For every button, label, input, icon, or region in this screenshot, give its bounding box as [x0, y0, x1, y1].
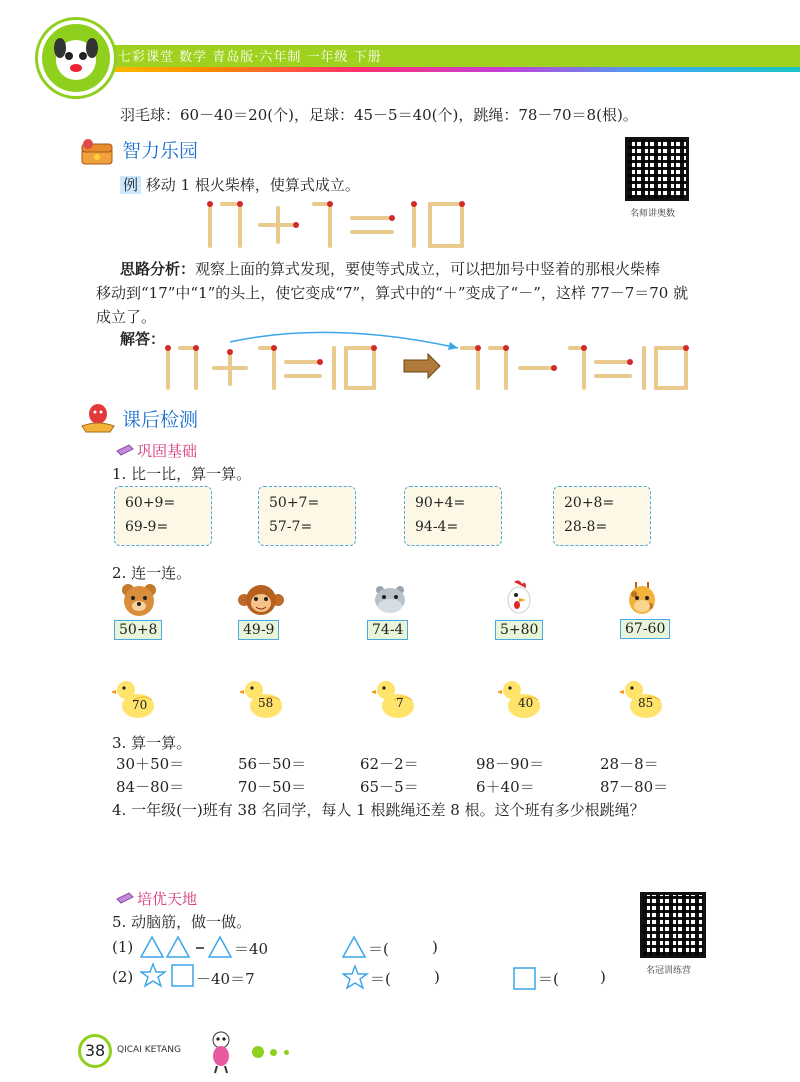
triangle-icon	[342, 934, 368, 960]
q2-expr-5[interactable]: 67-60	[620, 619, 670, 639]
analysis-line-2: 移动到“17”中“1”的头上，使它变成“7”，算式中的“＋”变成了“－”，这样 77－7＝70 就	[96, 284, 689, 302]
book-icon	[115, 889, 135, 909]
duck-icon[interactable]	[240, 676, 286, 722]
section-kehou-title: 课后检测	[122, 409, 199, 431]
analysis-label: 思路分析：	[120, 260, 196, 278]
q3-r2-c3: 65－5＝	[360, 778, 419, 796]
q1-title: 1. 比一比，算一算。	[112, 465, 252, 483]
q1-box-2-line-1: 50+7=	[269, 495, 320, 511]
triangle-icon	[167, 937, 189, 957]
example-line	[120, 174, 360, 195]
qr-code-icon[interactable]	[625, 137, 689, 201]
header-rainbow	[60, 67, 800, 72]
star-icon	[342, 964, 370, 992]
analysis-line-3: 成立了。	[96, 308, 157, 326]
qr-caption-1: 名师讲奥数	[630, 209, 676, 219]
example-text: 移动 1 根火柴棒，使算式成立。	[145, 176, 360, 194]
q5-p2-label: (2)	[112, 968, 134, 986]
star-icon	[141, 964, 165, 986]
triangle-icon	[141, 937, 163, 957]
mascot-logo-icon	[38, 20, 114, 96]
q5-p2-square-close: )	[600, 968, 606, 986]
matchstick-equation-problem	[200, 200, 480, 250]
giraffe-icon	[626, 580, 658, 622]
q5-p1-label: (1)	[112, 938, 134, 956]
bear-icon	[120, 582, 158, 622]
matchstick-equation-answer	[160, 330, 720, 395]
rooster-icon	[504, 580, 534, 620]
duck-icon[interactable]	[620, 676, 666, 722]
square-icon	[172, 965, 193, 986]
q1-box-3-line-2: 94-4=	[415, 519, 459, 535]
q2-expr-1[interactable]: 50+8	[114, 620, 162, 640]
q3-r2-c5: 87－80＝	[600, 778, 669, 796]
q5-p1-eq-tail: ＝40	[234, 940, 269, 958]
analysis-text-1: 观察上面的算式发现，要使等式成立，可以把加号中竖着的那根火柴棒	[195, 260, 661, 278]
q3-r2-c1: 84－80＝	[116, 778, 185, 796]
q1-box-4-line-2: 28-8=	[564, 519, 608, 535]
q2-expr-3[interactable]: 74-4	[367, 620, 408, 640]
hippo-icon	[372, 584, 408, 620]
q5-p2-star-close: )	[434, 968, 440, 986]
q1-box-3	[404, 486, 502, 546]
answer-label: 解答：	[120, 330, 166, 348]
header-text: 七彩课堂 数学 青岛版·六年制 一年级 下册	[118, 50, 382, 65]
qr-code-icon[interactable]	[640, 892, 706, 958]
q2-expr-2[interactable]: 49-9	[238, 620, 279, 640]
q3-r1-c2: 56－50＝	[238, 755, 307, 773]
page-number: 38	[78, 1034, 112, 1068]
q1-box-4	[553, 486, 651, 546]
q1-box-2	[258, 486, 356, 546]
q2-title: 2. 连一连。	[112, 564, 192, 582]
q3-r1-c5: 28－8＝	[600, 755, 659, 773]
q3-r2-c2: 70－50＝	[238, 778, 307, 796]
duck-number-3: 7	[396, 696, 404, 710]
q4-title: 4. 一年级(一)班有 38 名同学，每人 1 根跳绳还差 8 根。这个班有多少根跳绳？	[112, 801, 645, 819]
example-label: 例	[120, 176, 141, 194]
footer-dot-large	[252, 1046, 264, 1058]
q1-box-3-line-1: 90+4=	[415, 495, 466, 511]
q5-p2-star-open: ＝(	[370, 970, 391, 988]
duck-icon[interactable]	[112, 676, 158, 722]
duck-icon[interactable]	[372, 676, 418, 722]
q5-p2-eq-tail: －40＝7	[196, 970, 255, 988]
duck-number-1: 70	[132, 698, 148, 712]
q1-box-2-line-2: 57-7=	[269, 519, 313, 535]
intro-line: 羽毛球：60－40＝20(个)，足球：45－5＝40(个)，跳绳：78－70＝8(根)。	[120, 106, 638, 124]
analysis-line-1	[120, 258, 660, 279]
q1-box-1	[114, 486, 212, 546]
q5-p1-answer-close: )	[432, 938, 438, 956]
duck-number-2: 58	[258, 696, 274, 710]
book-icon	[115, 441, 135, 461]
treasure-chest-icon	[78, 136, 118, 172]
duck-number-4: 40	[518, 696, 534, 710]
q3-r1-c1: 30＋50＝	[116, 755, 185, 773]
mascot-footer-icon	[206, 1030, 236, 1078]
qr-caption-2: 名冠训练营	[646, 966, 692, 976]
q5-p2-square-open: ＝(	[538, 970, 559, 988]
footer-dot-medium	[270, 1049, 277, 1056]
q3-r2-c4: 6＋40＝	[476, 778, 535, 796]
q3-title: 3. 算一算。	[112, 734, 192, 752]
strawberry-mascot-icon	[78, 400, 118, 438]
duck-number-5: 85	[638, 696, 654, 710]
square-icon	[512, 966, 538, 992]
duck-icon[interactable]	[498, 676, 544, 722]
q2-expr-4[interactable]: 5+80	[495, 620, 543, 640]
subsection-peiyou-title: 培优天地	[137, 890, 198, 908]
footer-dot-small	[284, 1050, 289, 1055]
section-zhili-title: 智力乐园	[122, 140, 199, 162]
q3-r1-c3: 62－2＝	[360, 755, 419, 773]
q1-box-1-line-1: 60+9=	[125, 495, 176, 511]
q5-p2-shapes	[140, 962, 200, 990]
q1-box-4-line-1: 20+8=	[564, 495, 615, 511]
triangle-icon	[209, 937, 231, 957]
q1-box-1-line-2: 69-9=	[125, 519, 169, 535]
q3-r1-c4: 98－90＝	[476, 755, 545, 773]
monkey-icon	[238, 583, 284, 621]
footer-brand: QICAI KETANG	[117, 1045, 181, 1055]
q5-p1-answer-open: ＝(	[368, 940, 389, 958]
q5-title: 5. 动脑筋，做一做。	[112, 913, 252, 931]
subsection-gonggu-title: 巩固基础	[137, 442, 198, 460]
